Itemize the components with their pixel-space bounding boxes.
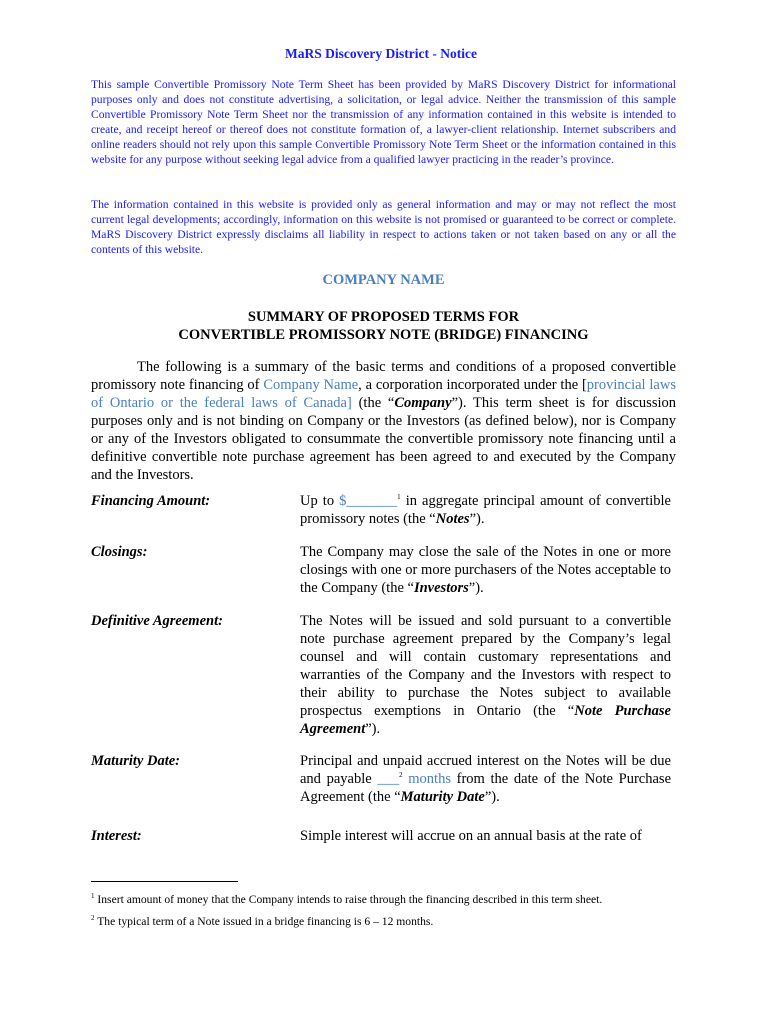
footnote-1 (91, 893, 681, 907)
months-placeholder: months (402, 771, 451, 787)
footnote-ref-1: 1 (397, 493, 401, 502)
company-name-placeholder: Company Name (263, 377, 359, 393)
intro-text-c: (the “ (351, 395, 395, 411)
summary-title-line-2: CONVERTIBLE PROMISSORY NOTE (BRIDGE) FINANCING (178, 327, 589, 343)
summary-title (91, 308, 676, 344)
term-length-blank: ___ (377, 771, 400, 787)
amount-placeholder: $_______ (339, 493, 398, 509)
footnote-text: The typical term of a Note issued in a bridge financing is 6 – 12 months. (94, 915, 434, 928)
summary-title-line-1: SUMMARY OF PROPOSED TERMS FOR (247, 309, 520, 325)
footnote-text: Insert amount of money that the Company intends to raise through the financing described in this term sheet. (94, 893, 603, 906)
term-label: Definitive Agreement: (91, 613, 223, 629)
notes-definition: Notes (435, 511, 470, 527)
term-text: ”). (365, 721, 381, 737)
notice-paragraph-2: The information contained in this website is provided only as general information and may or may not reflect the most current legal developments; accordingly, information on this website is not promised or guaranteed to be correct or complete. MaRS Discovery District expressly disclaims all liability in respect to actions taken or not taken based on any or all the contents of this website. (91, 198, 676, 256)
maturity-date-definition: Maturity Date (400, 789, 485, 805)
term-text: ”). (484, 789, 500, 805)
term-label: Financing Amount: (91, 493, 211, 509)
term-body (300, 492, 671, 528)
intro-text-a: The following is a summary of the basic terms and conditions of a proposed convertible promissory note financing of (91, 359, 676, 393)
note-purchase-agreement-definition: Note Purchase Agreement (300, 703, 671, 737)
term-label: Closings: (91, 544, 148, 560)
investors-definition: Investors (413, 580, 469, 596)
footnote-separator (91, 881, 238, 882)
term-text: Up to (300, 493, 340, 509)
intro-paragraph (91, 358, 676, 484)
footnote-ref-2: 2 (399, 771, 403, 780)
term-text: ”). (468, 580, 484, 596)
intro-text-b: , a corporation incorporated under the [ (358, 377, 587, 393)
term-body: Simple interest will accrue on an annual basis at the rate of (300, 828, 642, 844)
notice-paragraph-1: This sample Convertible Promissory Note Term Sheet has been provided by MaRS Discovery District for informational purposes only and does not constitute advertising, a solicitation, or legal advice. Neither the transmission of this sample Convertible Promissory Note Term Sheet nor the transmission of any information contained in this website is intended to create, and receipt hereof or thereof does not constitute formation of, a lawyer-client relationship. Internet subscribers and online readers should not rely upon this sample Convertible Promissory Note Term Sheet or the information contained in this website for any purpose without seeking legal advice from a qualified lawyer practicing in the reader’s province. (91, 78, 676, 166)
term-label: Maturity Date: (91, 753, 181, 769)
intro-text-d: ”). This term sheet is for discussion purposes only and is not binding on Company or the Investors (as defined below), nor is Company or any of the Investors obligated to consummate the convertible promissory note financing until a definitive convertible note purchase agreement has been agreed to and executed by the Company and the Investors. (91, 395, 676, 483)
term-text: ”). (469, 511, 485, 527)
term-text: Principal and unpaid accrued interest on the Notes will be due and payable (300, 753, 671, 787)
company-definition: Company (394, 395, 452, 411)
term-label: Interest: (91, 828, 142, 844)
footnote-2 (91, 915, 681, 929)
footnote-number: 1 (91, 892, 95, 901)
term-body (300, 752, 671, 806)
company-name-heading: COMPANY NAME (322, 272, 445, 288)
term-text: in aggregate principal amount of convertible promissory notes (the “ (300, 493, 671, 527)
term-body (300, 612, 671, 738)
term-text: The Company may close the sale of the Notes in one or more closings with one or more purchasers of the Notes acceptable to the Company (the “ (300, 544, 671, 596)
notice-title: MaRS Discovery District - Notice (285, 46, 477, 61)
footnote-number: 2 (91, 914, 95, 923)
jurisdiction-placeholder: provincial laws of Ontario or the federal laws of Canada] (91, 377, 676, 411)
term-text: from the date of the Note Purchase Agreement (the “ (300, 771, 672, 805)
term-text: The Notes will be issued and sold pursuant to a convertible note purchase agreement prepared by the Company’s legal counsel and will contain customary representations and warranties of the Company and the Investors with respect to their ability to purchase the Notes subject to available prospectus exemptions in Ontario (the “ (300, 613, 671, 719)
term-body (300, 543, 671, 597)
